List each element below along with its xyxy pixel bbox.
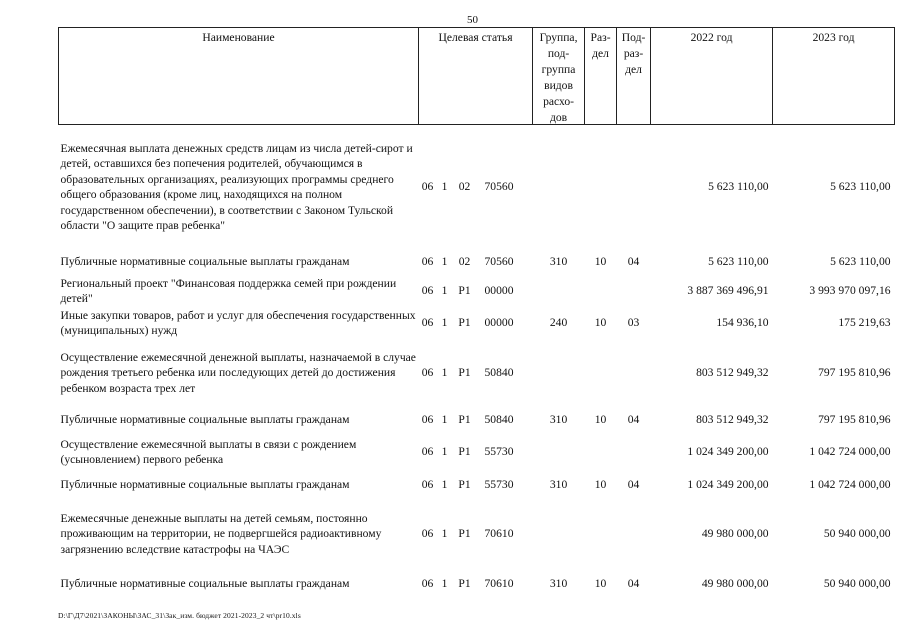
cell-name: Ежемесячные денежные выплаты на детей семьям, постоянно проживающим на территории, не подвергшейся радиоактивному загрязнению вследствие катастрофы на ЧАЭС [60, 511, 382, 556]
cell-y1: 803 512 949,32 [696, 413, 769, 427]
cell-cs4: 00000 [484, 284, 514, 298]
table-row [59, 569, 895, 599]
cell-subsection: 04 [627, 413, 640, 427]
table-row [59, 125, 895, 250]
cell-y1: 1 024 349 200,00 [687, 445, 769, 459]
cell-group: 310 [549, 577, 568, 591]
table-row [59, 407, 895, 433]
cell-name: Публичные нормативные социальные выплаты гражданам [60, 478, 350, 492]
page-number: 50 [467, 14, 478, 26]
cell-section: 10 [594, 255, 607, 269]
cell-group [533, 433, 585, 471]
cell-section: 10 [594, 478, 607, 492]
cell-y2: 5 623 110,00 [830, 255, 891, 269]
cell-cs4: 50840 [484, 413, 514, 427]
cell-y2: 1 042 724 000,00 [809, 478, 891, 492]
cell-cs1: 06 [421, 366, 434, 380]
cell-name: Публичные нормативные социальные выплаты гражданам [60, 577, 350, 591]
cell-subsection [617, 339, 651, 407]
cell-cs2: 1 [441, 316, 448, 330]
cell-subsection [617, 433, 651, 471]
cell-cs1: 06 [421, 445, 434, 459]
header-group-text: Группа, под- группа видов расхо- дов [539, 31, 578, 124]
table-row [59, 275, 895, 307]
cell-y1: 49 980 000,00 [701, 527, 769, 541]
cell-cs2: 1 [441, 366, 448, 380]
cell-cs1: 06 [421, 527, 434, 541]
cell-cs3: P1 [458, 478, 471, 492]
cell-cs3: P1 [458, 577, 471, 591]
footer-file-path: D:\Г\Д7\2021\ЗАКОНЫ\ЗАС_31\Зак_изм. бюджет 2021-2023_2 чт\pr10.xls [58, 611, 301, 620]
cell-group: 310 [549, 413, 568, 427]
cell-y2: 797 195 810,96 [818, 413, 891, 427]
cell-subsection: 04 [627, 577, 640, 591]
table-row [59, 433, 895, 471]
cell-name: Региональный проект "Финансовая поддержка семей при рождении детей" [60, 276, 397, 305]
cell-cs3: P1 [458, 284, 471, 298]
cell-subsection [617, 275, 651, 307]
header-year-2023: 2023 год [773, 28, 895, 125]
table-row [59, 307, 895, 339]
table-row [59, 249, 895, 275]
cell-cs1: 06 [421, 284, 434, 298]
cell-y2: 175 219,63 [838, 316, 891, 330]
cell-section [585, 499, 617, 569]
cell-section: 10 [594, 413, 607, 427]
cell-name: Осуществление ежемесячной денежной выплаты, назначаемой в случае рождения третьего ребенка или последующих детей до достижения ребенком возраста трех лет [60, 350, 416, 395]
cell-cs2: 1 [441, 478, 448, 492]
cell-y1: 154 936,10 [716, 316, 769, 330]
cell-y1: 5 623 110,00 [708, 255, 769, 269]
cell-section: 10 [594, 577, 607, 591]
cell-y2: 797 195 810,96 [818, 366, 891, 380]
cell-subsection: 04 [627, 255, 640, 269]
cell-cs3: P1 [458, 316, 471, 330]
cell-cs3: 02 [458, 255, 471, 269]
cell-cs2: 1 [441, 527, 448, 541]
cell-cs2: 1 [441, 284, 448, 298]
header-year-2022: 2022 год [651, 28, 773, 125]
cell-cs2: 1 [441, 255, 448, 269]
cell-group: 240 [549, 316, 568, 330]
cell-cs4: 55730 [484, 478, 514, 492]
cell-cs1: 06 [421, 577, 434, 591]
table-row [59, 471, 895, 499]
table-row [59, 339, 895, 407]
cell-group [533, 125, 585, 250]
cell-cs4: 70610 [484, 527, 514, 541]
cell-section: 10 [594, 316, 607, 330]
cell-name: Публичные нормативные социальные выплаты гражданам [60, 413, 350, 427]
cell-name: Иные закупки товаров, работ и услуг для обеспечения государственных (муниципальных) нужд [60, 308, 416, 337]
cell-cs4: 55730 [484, 445, 514, 459]
header-section-text: Раз- дел [590, 31, 611, 60]
cell-section [585, 433, 617, 471]
cell-cs4: 70610 [484, 577, 514, 591]
cell-y2: 5 623 110,00 [830, 180, 891, 194]
cell-cs4: 50840 [484, 366, 514, 380]
cell-cs2: 1 [441, 180, 448, 194]
cell-cs4: 00000 [484, 316, 514, 330]
cell-cs1: 06 [421, 180, 434, 194]
cell-cs2: 1 [441, 577, 448, 591]
cell-cs1: 06 [421, 413, 434, 427]
header-group [533, 28, 585, 125]
table-header-row [59, 28, 895, 125]
header-section [585, 28, 617, 125]
cell-y2: 1 042 724 000,00 [809, 445, 891, 459]
cell-group [533, 339, 585, 407]
cell-subsection: 04 [627, 478, 640, 492]
cell-cs1: 06 [421, 478, 434, 492]
cell-name: Осуществление ежемесячной выплаты в связи с рождением (усыновлением) первого ребенка [60, 437, 357, 466]
cell-y1: 3 887 369 496,91 [687, 284, 769, 298]
cell-cs3: P1 [458, 527, 471, 541]
cell-subsection [617, 499, 651, 569]
header-name: Наименование [59, 28, 419, 125]
cell-section [585, 275, 617, 307]
cell-group: 310 [549, 478, 568, 492]
cell-subsection: 03 [627, 316, 640, 330]
cell-cs3: P1 [458, 413, 471, 427]
cell-y1: 1 024 349 200,00 [687, 478, 769, 492]
cell-cs4: 70560 [484, 180, 514, 194]
cell-cs3: P1 [458, 445, 471, 459]
cell-y2: 50 940 000,00 [823, 577, 891, 591]
cell-cs4: 70560 [484, 255, 514, 269]
header-target-article: Целевая статья [419, 28, 533, 125]
budget-table [58, 27, 895, 599]
cell-cs3: P1 [458, 366, 471, 380]
cell-y1: 49 980 000,00 [701, 577, 769, 591]
cell-cs1: 06 [421, 255, 434, 269]
cell-group [533, 499, 585, 569]
cell-y1: 5 623 110,00 [708, 180, 769, 194]
cell-cs1: 06 [421, 316, 434, 330]
cell-name: Публичные нормативные социальные выплаты гражданам [60, 255, 350, 269]
cell-subsection [617, 125, 651, 250]
cell-group [533, 275, 585, 307]
cell-y2: 3 993 970 097,16 [809, 284, 891, 298]
cell-name: Ежемесячная выплата денежных средств лицам из числа детей-сирот и детей, оставшихся без попечения родителей, обучающимся в образовательных организациях, реализующих программы среднего общего образования (кроме лиц, находящихся на полном государственном обеспечении), в соответствии с Законом Тульской области "О защите прав ребенка" [60, 141, 413, 232]
cell-section [585, 125, 617, 250]
table-row [59, 499, 895, 569]
cell-section [585, 339, 617, 407]
cell-group: 310 [549, 255, 568, 269]
cell-cs3: 02 [458, 180, 471, 194]
cell-cs2: 1 [441, 445, 448, 459]
cell-y1: 803 512 949,32 [696, 366, 769, 380]
header-subsection [617, 28, 651, 125]
cell-y2: 50 940 000,00 [823, 527, 891, 541]
cell-cs2: 1 [441, 413, 448, 427]
header-subsection-text: Под- раз- дел [621, 31, 646, 76]
